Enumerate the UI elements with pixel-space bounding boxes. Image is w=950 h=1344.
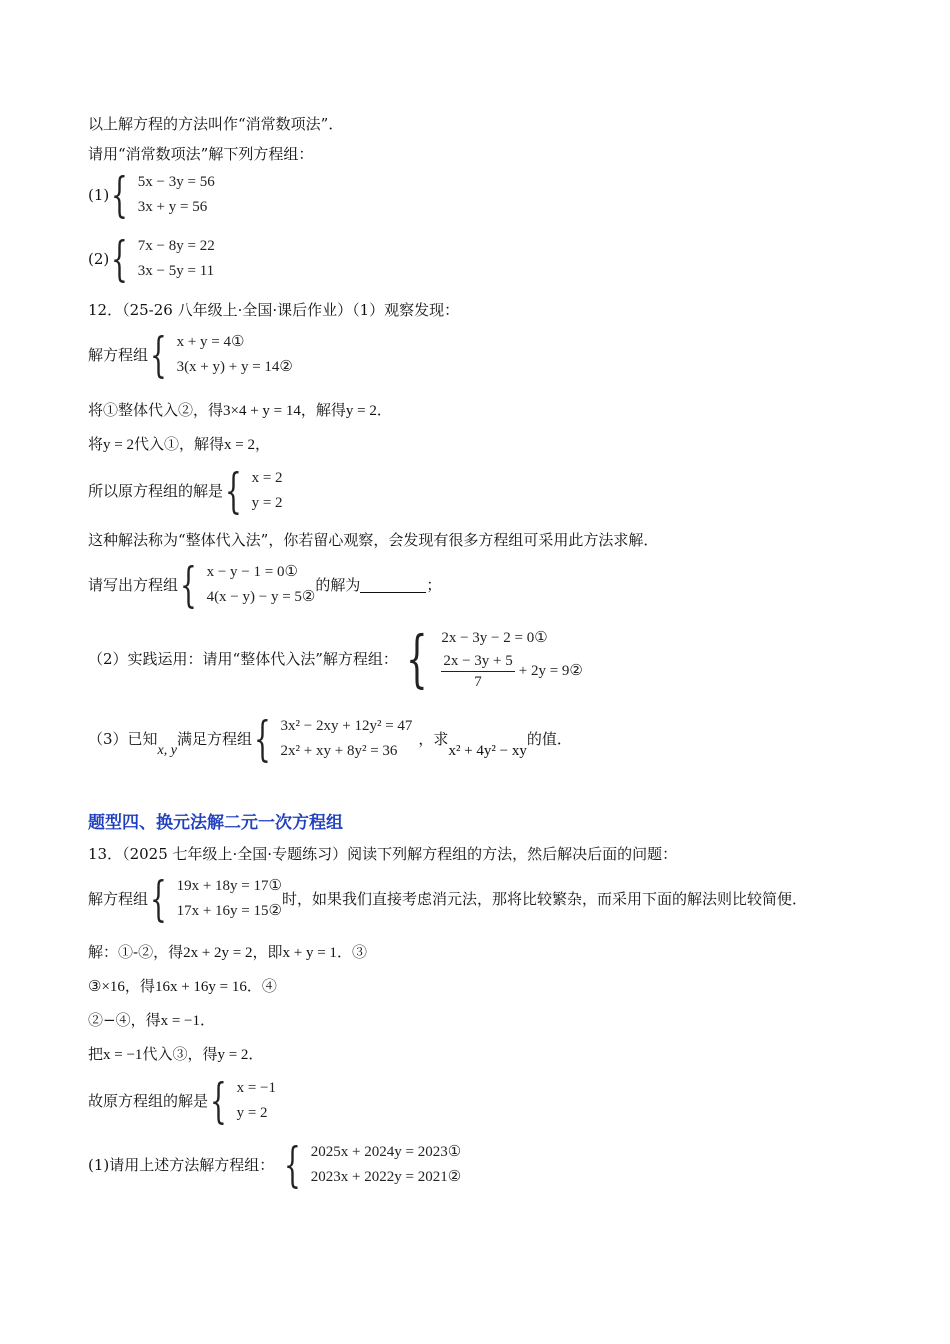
equation [441, 651, 583, 692]
q13-solution [88, 1073, 276, 1129]
equation: 3(x + y) + y = 14② [176, 359, 293, 375]
text: ． [376, 401, 392, 419]
q12-step1 [88, 400, 392, 421]
text: 把 [88, 1045, 104, 1063]
equation: 3x + y = 56 [137, 199, 208, 215]
numerator: 2x − 3y + 5 [441, 651, 514, 672]
label: 解方程组 [88, 346, 149, 364]
text: ； [426, 576, 442, 594]
equation-system [180, 557, 316, 613]
q12-part3 [88, 711, 572, 767]
brace-icon: { [111, 231, 129, 287]
math: 3×4 + y = 14 [223, 403, 301, 419]
q13-step1 [88, 942, 367, 963]
text: ． [248, 1045, 264, 1063]
problem-2 [88, 231, 215, 287]
brace-icon: { [150, 327, 167, 383]
equation-system [254, 711, 413, 767]
equation-rest: + 2y = 9② [518, 663, 583, 679]
section-heading: 题型四、换元法解二元一次方程组 [88, 813, 343, 833]
equation-system [210, 1073, 276, 1129]
equation: 17x + 16y = 15② [176, 903, 282, 919]
brace-icon: { [254, 711, 271, 767]
equation: 2025x + 2024y = 2023① [310, 1144, 462, 1160]
text: ．④ [246, 977, 277, 995]
q13-step4 [88, 1044, 263, 1065]
equation: x − y − 1 = 0① [206, 564, 298, 580]
brace-icon: { [284, 1137, 302, 1193]
math: 2x + 2y = 2 [183, 945, 253, 961]
q13-part1 [88, 1137, 462, 1193]
q12-system [88, 327, 293, 383]
label: 满足方程组 [176, 730, 252, 748]
math: y = 2 [103, 437, 134, 453]
equation: x + y = 4① [176, 334, 245, 350]
label: 请写出方程组 [88, 576, 179, 594]
equation: x = −1 [236, 1080, 276, 1096]
equation: 2x² + xy + 8y² = 36 [280, 743, 398, 759]
equation-system [225, 463, 283, 519]
brace-icon: { [111, 167, 129, 223]
text: ，求 [418, 730, 449, 748]
label: 解方程组 [88, 890, 149, 908]
brace-icon: { [180, 557, 197, 613]
q12-step2 [88, 434, 270, 455]
text: ②−④，得 [88, 1011, 161, 1029]
text: ． [200, 1011, 216, 1029]
equation: 3x² − 2xy + 12y² = 47 [280, 718, 413, 734]
brace-icon: { [405, 622, 428, 695]
text: ，得 [124, 977, 155, 995]
math: y = 2 [217, 1047, 249, 1063]
answer-blank [360, 578, 426, 593]
equation: 2x − 3y − 2 = 0① [441, 630, 548, 646]
label: (1)请用上述方法解方程组： [88, 1156, 275, 1174]
problem-1 [88, 167, 215, 223]
problem-label: (1) [88, 186, 110, 204]
text-line: 请用“消常数项法”解下列方程组： [88, 145, 314, 163]
math: y = 2 [345, 403, 377, 419]
equation: 5x − 3y = 56 [137, 174, 215, 190]
math: x = 2 [224, 437, 255, 453]
equation: 3x − 5y = 11 [137, 263, 215, 279]
problem-label: (2) [88, 250, 110, 268]
q13-step3 [88, 1010, 215, 1031]
math: 16x + 16y = 16 [154, 979, 247, 995]
math: ③×16 [88, 979, 125, 995]
text: 解：①-②，得 [88, 943, 184, 961]
equation-system [284, 1137, 462, 1193]
brace-icon: { [150, 871, 167, 927]
text: 时，如果我们直接考虑消元法，那将比较繁杂，而采用下面的解法则比较简便． [281, 890, 807, 908]
text: 的解为 [315, 576, 361, 594]
brace-icon: { [210, 1073, 227, 1129]
text: 将 [88, 435, 104, 453]
math: x = −1 [160, 1013, 200, 1029]
equation: y = 2 [251, 495, 283, 511]
text-line: 以上解方程的方法叫作“消常数项法”． [88, 115, 344, 133]
text: 代入①，解得 [133, 435, 224, 453]
equation-system [111, 167, 215, 223]
label: 故原方程组的解是 [88, 1092, 209, 1110]
q12-part2 [88, 622, 583, 695]
math: x + y = 1 [282, 945, 337, 961]
equation-system [405, 622, 583, 695]
text: ， [254, 435, 270, 453]
question-13-title: 13．（2025 七年级上·全国·专题练习）阅读下列解方程组的方法，然后解决后面的问题： [88, 845, 678, 863]
equation-system [150, 871, 282, 927]
label: （3）已知 [88, 730, 158, 748]
text: 将①整体代入②，得 [88, 401, 224, 419]
text: ．③ [336, 943, 367, 961]
equation-system [150, 327, 293, 383]
q12-solution [88, 463, 283, 519]
math: x, y [157, 743, 177, 758]
q12-ask [88, 557, 442, 613]
equation: 7x − 8y = 22 [137, 238, 215, 254]
equation: 19x + 18y = 17① [176, 878, 282, 894]
equation: x = 2 [251, 470, 283, 486]
fraction [441, 651, 514, 692]
q13-system [88, 871, 807, 927]
math: x² + 4y² − xy [448, 743, 527, 759]
brace-icon: { [225, 463, 242, 519]
q12-note: 这种解法称为“整体代入法”，你若留心观察，会发现有很多方程组可采用此方法求解． [88, 531, 659, 549]
equation: y = 2 [236, 1105, 268, 1121]
equation-system [111, 231, 215, 287]
math: x = −1 [103, 1047, 143, 1063]
label: 所以原方程组的解是 [88, 482, 224, 500]
equation: 2023x + 2022y = 2021② [310, 1169, 462, 1185]
text: 代入③，得 [142, 1045, 218, 1063]
label: （2）实践运用：请用“整体代入法”解方程组： [88, 650, 398, 668]
denominator: 7 [474, 674, 482, 690]
q13-step2 [88, 976, 277, 997]
text: ，解得 [300, 401, 346, 419]
text: 的值． [526, 730, 572, 748]
question-12-title: 12．（25-26 八年级上·全国·课后作业）（1）观察发现： [88, 301, 460, 319]
equation: 4(x − y) − y = 5② [206, 589, 316, 605]
text: ，即 [252, 943, 283, 961]
